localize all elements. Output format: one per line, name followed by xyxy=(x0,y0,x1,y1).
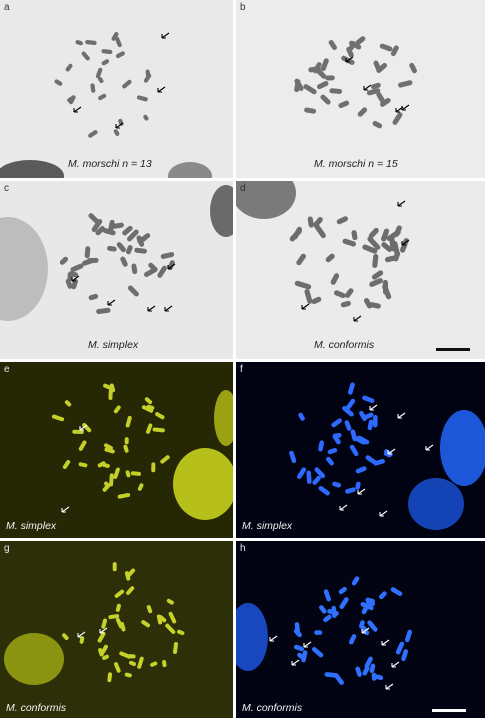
panel-f-simplex-blue xyxy=(236,362,485,538)
panel-e-caption: M. simplex xyxy=(6,520,57,532)
chromosome xyxy=(151,462,155,472)
panel-d-label: d xyxy=(240,183,246,194)
panel-d-caption: M. conformis xyxy=(314,339,375,351)
panel-f-image xyxy=(236,362,485,538)
chromosome xyxy=(325,75,335,80)
panel-f-caption: M. simplex xyxy=(242,520,293,532)
panel-b-morschi-15 xyxy=(236,0,485,178)
scale-bar xyxy=(432,709,466,712)
panel-h-conformis-blue xyxy=(236,541,485,718)
panel-e-image xyxy=(0,362,233,538)
panel-h-label: h xyxy=(240,543,246,554)
panel-h-caption: M. conformis xyxy=(242,702,303,714)
panel-g-caption: M. conformis xyxy=(6,702,67,714)
panel-g-image xyxy=(0,541,233,718)
chromosome xyxy=(373,415,378,428)
panel-c-simplex xyxy=(0,181,233,359)
panel-a-label: a xyxy=(4,2,10,13)
chromosome xyxy=(383,280,389,295)
panel-c-label: c xyxy=(4,183,9,194)
panel-a-morschi-13 xyxy=(0,0,233,178)
chromosome xyxy=(306,470,312,484)
panel-b-image xyxy=(236,0,485,178)
panel-d-image xyxy=(236,181,485,359)
panel-g-conformis-yellow xyxy=(0,541,233,718)
panel-b-caption: M. morschi n = 15 xyxy=(314,158,398,170)
chromosome xyxy=(125,437,129,444)
panel-c-image xyxy=(0,181,233,359)
panel-h-image xyxy=(236,541,485,718)
panel-e-label: e xyxy=(4,364,10,375)
chromosome xyxy=(372,673,377,681)
panel-c-caption: M. simplex xyxy=(88,339,139,351)
panel-d-conformis xyxy=(236,181,485,359)
panel-a-image xyxy=(0,0,233,178)
panel-a-caption: M. morschi n = 13 xyxy=(68,158,152,170)
chromosome xyxy=(113,562,117,571)
panel-e-simplex-yellow xyxy=(0,362,233,538)
panel-f-label: f xyxy=(240,364,243,375)
chromosome xyxy=(314,630,322,635)
scale-bar xyxy=(436,348,470,351)
panel-b-label: b xyxy=(240,2,246,13)
panel-g-label: g xyxy=(4,543,10,554)
